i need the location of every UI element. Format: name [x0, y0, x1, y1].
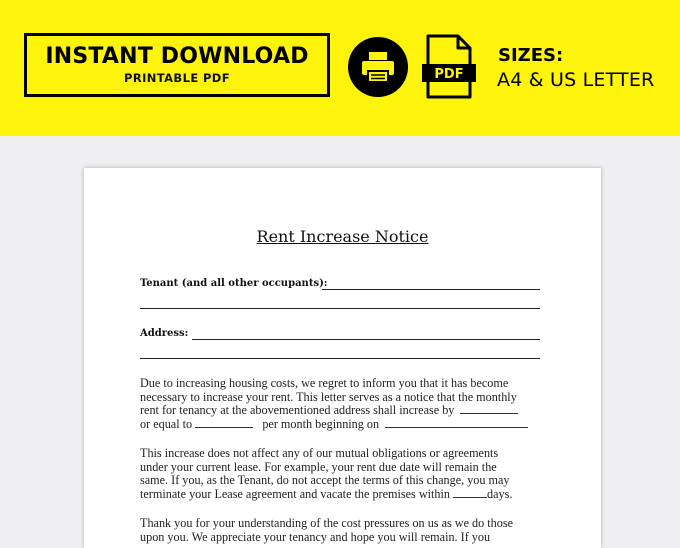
paragraph1-line: Due to increasing housing costs, we regret to inform you that it has become	[140, 376, 509, 390]
tenant-blank-line	[322, 289, 540, 290]
paragraph1-line	[140, 418, 550, 432]
increase-amount-blank	[460, 404, 518, 414]
start-date-blank	[385, 418, 528, 428]
paragraph-thank-you	[140, 517, 550, 544]
address-label: Address:	[140, 328, 189, 339]
address-blank-line-2	[140, 358, 540, 359]
paragraph1-line: necessary to increase your rent. This letter serves as a notice that the monthly	[140, 389, 517, 404]
paragraph2-line4-days: days.	[487, 486, 513, 501]
instant-download-title: INSTANT DOWNLOAD	[45, 44, 309, 69]
paragraph1-line3-text: rent for tenancy at the abovementioned address shall increase by	[140, 403, 455, 418]
address-blank-line	[192, 339, 540, 340]
paragraph2-line: under your current lease. For example, your rent due date will remain the	[140, 459, 497, 474]
paragraph3-line: upon you. We appreciate your tenancy and hope you will remain. If you	[140, 529, 491, 544]
paragraph1-line4-text: or equal to	[140, 416, 193, 431]
sizes-value: A4 & US LETTER	[497, 69, 655, 91]
pdf-icon-label: PDF	[434, 67, 464, 82]
paragraph2-line4-text: terminate your Lease agreement and vacate the premises within	[140, 486, 450, 501]
tenant-label: Tenant (and all other occupants):	[140, 278, 328, 289]
document-page	[84, 168, 601, 548]
days-blank	[453, 488, 487, 498]
paragraph1-line	[140, 404, 550, 418]
tenant-blank-line-2	[140, 308, 540, 309]
printer-icon	[348, 37, 408, 97]
increase-percent-blank	[195, 418, 253, 428]
paragraph-lease-obligations	[140, 447, 550, 501]
promo-banner	[0, 0, 680, 136]
paragraph-rent-increase	[140, 377, 550, 431]
pdf-file-icon	[422, 34, 476, 100]
paragraph1-line4-text-2: per month beginning on	[262, 416, 380, 431]
paragraph2-line: This increase does not affect any of our mutual obligations or agreements	[140, 446, 499, 460]
sizes-label: SIZES:	[498, 45, 564, 66]
paragraph3-line: Thank you for your understanding of the cost pressures on us as we do those	[140, 516, 513, 530]
paragraph2-line	[140, 488, 550, 502]
printable-pdf-subtitle: PRINTABLE PDF	[123, 71, 231, 85]
document-title: Rent Increase Notice	[256, 227, 429, 246]
paragraph2-line: same. If you, as the Tenant, do not accept the terms of this change, you may	[140, 473, 510, 488]
instant-download-box	[24, 33, 330, 97]
